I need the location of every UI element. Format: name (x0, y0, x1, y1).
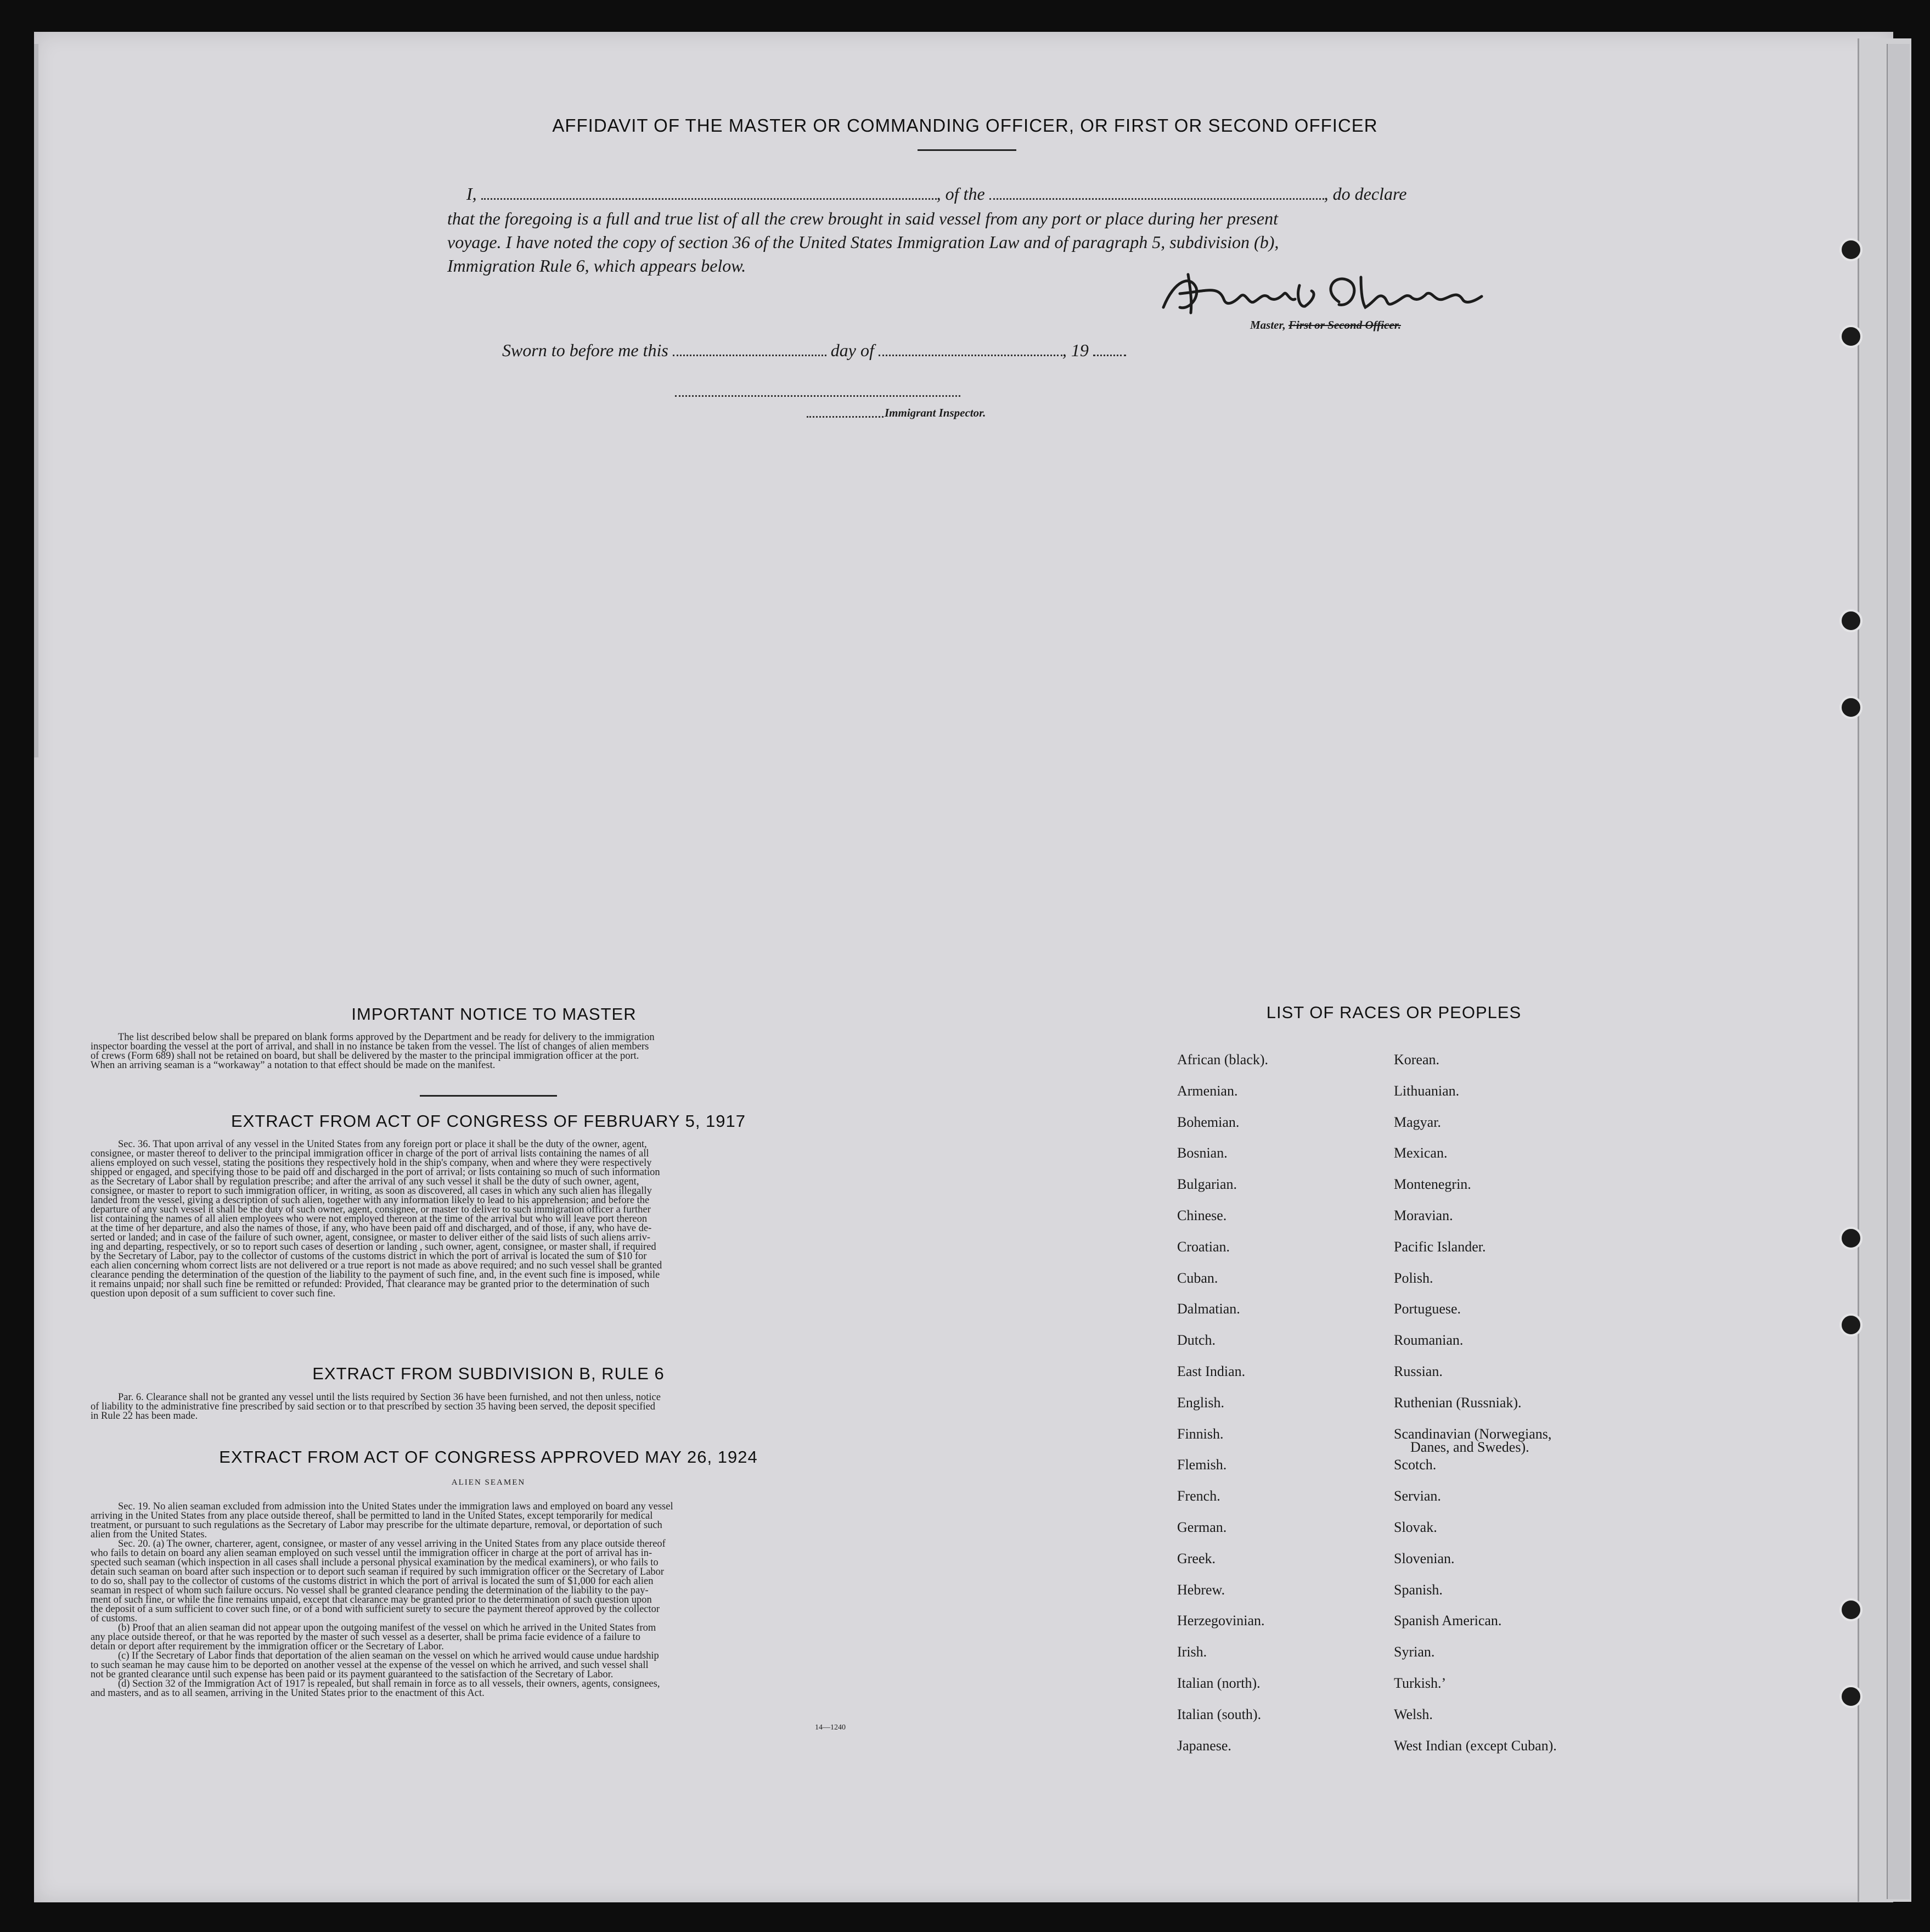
extract-1917-title: EXTRACT FROM ACT OF CONGRESS OF FEBRUARY 5, 1917 (230, 1111, 746, 1131)
law-line: Sec. 19. No alien seaman excluded from admission into the United States under the immigration laws and employed on board any vessel (118, 1501, 673, 1512)
law-line: consignee, or master to report to such immigration officer, in writing, as soon as discovered, all cases in which any such alien has illegally (91, 1186, 652, 1197)
race-item: Danes, and Swedes). (1410, 1439, 1529, 1455)
race-item: Syrian. (1394, 1644, 1435, 1660)
law-line: detain or deport after requirement by the immigration officer or the Secretary of Labor. (91, 1641, 444, 1652)
sworn-line (502, 340, 1126, 361)
notice-line: The list described below shall be prepared on blank forms approved by the Department and be ready for delivery to the immigration (118, 1032, 655, 1043)
law-line: question upon deposit of a sum sufficient to cover such fine. (91, 1288, 336, 1299)
race-item: Hebrew. (1177, 1581, 1225, 1598)
law-line: spected such seaman (which inspection in all cases shall include a personal physical examination by the medical examiners), or who fails to (91, 1557, 659, 1568)
inspector-caption: Immigrant Inspector. (885, 406, 986, 419)
inspector-signature-blank (675, 385, 960, 397)
race-item: Italian (south). (1177, 1706, 1262, 1722)
race-item: Pacific Islander. (1394, 1238, 1486, 1255)
law-line: ing and departing, respectively, or so to report such cases of desertion or landing , such owner, agent, consignee, or master shall, if required (91, 1242, 656, 1253)
law-line: who fails to detain on board any alien seaman employed on such vessel until the immigration officer in charge at the port of arrival has in- (91, 1548, 652, 1559)
month-blank (879, 345, 1062, 356)
races-title: LIST OF RACES OR PEOPLES (1266, 1003, 1522, 1022)
do-declare-label: , do declare (1324, 184, 1407, 204)
law-line: Sec. 36. That upon arrival of any vessel in the United States from any foreign port or place it shall be the duty of the owner, agent, (118, 1139, 647, 1150)
race-item: Flemish. (1177, 1457, 1227, 1473)
date-blank (673, 345, 826, 356)
alien-seamen-subtitle: ALIEN SEAMEN (451, 1478, 526, 1487)
race-item: Moravian. (1394, 1208, 1453, 1223)
race-item: Croatian. (1177, 1238, 1230, 1255)
inspector-blank (807, 406, 884, 418)
race-item: Herzegovinian. (1177, 1613, 1265, 1629)
race-item: Finnish. (1177, 1425, 1224, 1442)
law-line: as the Secretary of Labor shall by regulation prescribe; and after the arrival of any such vessel it shall be the duty of such owner, agent, (91, 1176, 639, 1187)
declaration-i-label: I, (466, 184, 477, 204)
law-line: arriving in the United States from any place outside thereof, shall be permitted to land in the United States, except temporarily for medical (91, 1510, 653, 1521)
race-item: Russian. (1394, 1363, 1443, 1379)
year-label: , 19 (1062, 340, 1089, 360)
race-item: Welsh. (1394, 1706, 1433, 1722)
race-item: Cuban. (1177, 1270, 1218, 1286)
declaration-line-2: that the foregoing is a full and true list of all the crew brought in said vessel from any port or place during her present (447, 209, 1278, 228)
notice-title: IMPORTANT NOTICE TO MASTER (351, 1004, 637, 1024)
law-line: alien from the United States. (91, 1529, 207, 1540)
law-line: each alien concerning whom correct lists are not delivered or a true report is not made as above required; and no such vessel shall be granted (91, 1260, 662, 1271)
race-item: French. (1177, 1488, 1220, 1504)
sworn-label: Sworn to before me this (502, 340, 668, 360)
race-item: Irish. (1177, 1644, 1207, 1660)
race-item: Chinese. (1177, 1208, 1227, 1223)
declaration-line-3: voyage. I have noted the copy of section 36 of the United States Immigration Law and of paragraph 5, subdivision (b), (447, 232, 1279, 252)
notice-line: When an arriving seaman is a “workaway” a notation to that effect should be made on the manifest. (91, 1060, 496, 1071)
race-item: Bohemian. (1177, 1114, 1240, 1130)
binder-hole (1839, 696, 1863, 719)
law-line: to do so, shall pay to the collector of customs of the customs district in which the port of arrival is located the sum of $1,000 for each alien (91, 1576, 654, 1587)
law-line: (d) Section 32 of the Immigration Act of 1917 is repealed, but shall remain in force as to all vessels, their owners, agents, consignees, (118, 1678, 660, 1689)
law-line: seaman in respect of whom such failure occurs. No vessel shall be granted clearance pending the determination of the liability to the pay- (91, 1585, 649, 1596)
law-line: detain such seaman on board after such inspection or to deport such seaman if required by such immigration officer or the Secretary of Labor (91, 1566, 665, 1577)
law-line: Sec. 20. (a) The owner, charterer, agent, consignee, or master of any vessel arriving in the United States from any place outside thereof (118, 1538, 666, 1549)
declaration-line-1 (466, 184, 1406, 204)
law-line: and masters, and as to all seamen, arriving in the United States prior to the enactment of this Act. (91, 1688, 485, 1699)
race-item: German. (1177, 1519, 1227, 1535)
law-line: of customs. (91, 1613, 138, 1624)
race-item: Japanese. (1177, 1737, 1231, 1754)
race-item: Turkish.’ (1394, 1675, 1447, 1691)
race-item: Spanish. (1394, 1581, 1443, 1598)
law-line: to such seaman he may cause him to be deported on another vessel at the expense of the vessel on which he arrived, and such vessel shall (91, 1660, 649, 1671)
officer-label: First or Second Officer. (1288, 318, 1401, 332)
extract-1917-body (91, 1140, 886, 1299)
title-divider (918, 149, 1016, 151)
race-item: Slovenian. (1394, 1550, 1455, 1566)
rule-line: in Rule 22 has been made. (91, 1411, 198, 1422)
rule-6-body (91, 1393, 886, 1421)
race-item: Dutch. (1177, 1332, 1216, 1349)
binder-hole (1839, 1227, 1863, 1250)
race-item: Portuguese. (1394, 1301, 1461, 1317)
race-item: African (black). (1177, 1052, 1269, 1068)
law-line: aliens employed on such vessel, stating the positions they respectively hold in the ship's company, when and where they were respectively (91, 1158, 652, 1169)
race-item: Roumanian. (1394, 1332, 1464, 1349)
master-label: Master, (1250, 318, 1286, 332)
binder-hole (1839, 238, 1863, 261)
race-item: Armenian. (1177, 1082, 1238, 1099)
notice-line: inspector boarding the vessel at the port of arrival, and shall in no instance be taken from the vessel. The list of changes of alien members (91, 1041, 649, 1052)
law-line: consignee, or master thereof to deliver to the principal immigration officer in charge of the port of arrival lists containing the names of all (91, 1148, 649, 1159)
race-item: Bulgarian. (1177, 1176, 1237, 1193)
rule-line: Par. 6. Clearance shall not be granted any vessel until the lists required by Section 36 have been furnished, and not then unless, notice (118, 1392, 661, 1403)
rule-6-title: EXTRACT FROM SUBDIVISION B, RULE 6 (312, 1364, 665, 1383)
race-item: Magyar. (1394, 1114, 1441, 1130)
form-number: 14—1240 (815, 1723, 846, 1732)
race-item: English. (1177, 1394, 1224, 1411)
declaration-line-4: Immigration Rule 6, which appears below. (447, 256, 746, 276)
race-item: Greek. (1177, 1550, 1216, 1566)
race-item: Scandinavian (Norwegians, (1394, 1425, 1552, 1442)
law-line: landed from the vessel, giving a description of such alien, together with any information likely to lead to his apprehension; and before the (91, 1195, 650, 1206)
race-item: Mexican. (1394, 1145, 1448, 1161)
affidavit-title: AFFIDAVIT OF THE MASTER OR COMMANDING OFFICER, OR FIRST OR SECOND OFFICER (552, 115, 1378, 136)
extract-1924-title: EXTRACT FROM ACT OF CONGRESS APPROVED MAY 26, 1924 (219, 1447, 758, 1467)
day-of-label: day of (830, 340, 874, 360)
extract-1924-body (91, 1502, 886, 1698)
law-line: it remains unpaid; nor shall such fine be remitted or refunded: Provided, That clearance may be granted prior to the determination of such (91, 1279, 650, 1290)
race-item: Spanish American. (1394, 1613, 1502, 1629)
law-line: at the time of her departure, and also the names of those, if any, who have been paid off and discharged, and of those, if any, who have de- (91, 1223, 652, 1234)
law-line: any place outside thereof, or that he was reported by the master of such vessel as a deserter, shall be prima facie evidence of a failure to (91, 1632, 640, 1643)
law-line: (c) If the Secretary of Labor finds that deportation of the alien seaman on the vessel on which he arrived would cause undue hardship (118, 1650, 659, 1661)
notice-body (91, 1033, 886, 1070)
law-line: treatment, or pursuant to such regulations as the Secretary of Labor may prescribe for the ultimate departure, removal, or deportation of such (91, 1520, 662, 1531)
year-blank (1093, 345, 1126, 356)
binder-hole (1839, 1685, 1863, 1708)
binder-hole (1839, 1313, 1863, 1336)
signature-caption (1250, 318, 1401, 332)
race-item: Scotch. (1394, 1457, 1437, 1473)
race-item: Ruthenian (Russniak). (1394, 1394, 1522, 1411)
law-line: the deposit of a sum sufficient to cover such fine, or of a bond with sufficient surety to secure the payment thereof approved by the collector (91, 1604, 660, 1615)
race-item: Servian. (1394, 1488, 1441, 1504)
race-item: Polish. (1394, 1270, 1433, 1286)
race-item: Lithuanian. (1394, 1082, 1460, 1099)
law-line: by the Secretary of Labor, pay to the collector of customs of the customs district in which the port of arrival is located the sum of $10 for (91, 1251, 647, 1262)
race-item: Korean. (1394, 1052, 1440, 1068)
section-divider (420, 1095, 557, 1097)
binder-hole (1839, 1598, 1863, 1621)
binder-hole (1839, 325, 1863, 348)
signature (1158, 269, 1498, 324)
race-item: Italian (north). (1177, 1675, 1261, 1691)
race-item: Slovak. (1394, 1519, 1437, 1535)
of-the-label: , of the (936, 184, 985, 204)
law-line: (b) Proof that an alien seaman did not appear upon the outgoing manifest of the vessel on which he arrived in the United States from (118, 1622, 656, 1633)
race-item: Bosnian. (1177, 1145, 1228, 1161)
page-edge-left (34, 44, 38, 757)
law-line: clearance pending the determination of the question of the liability to the payment of such fine, and, in the event such fine is imposed, while (91, 1270, 660, 1280)
rule-line: of liability to the administrative fine prescribed by said section or to that prescribed by section 35 having been served, the deposit specified (91, 1401, 656, 1412)
law-line: shipped or engaged, and specifying those to be paid off and discharged in the port of arrival; or lists containing so much of such information (91, 1167, 660, 1178)
binder-hole (1839, 609, 1863, 632)
law-line: departure of any such vessel it shall be the duty of such owner, agent, consignee, or master to deliver to such immigration officer a further (91, 1204, 651, 1215)
law-line: not be granted clearance until such expense has been paid or its payment guaranteed to the satisfaction of the Secretary of Labor. (91, 1669, 614, 1680)
vessel-blank (989, 188, 1324, 200)
name-blank (481, 188, 937, 200)
page-edge-stack-back (1887, 44, 1910, 1899)
law-line: serted or landed; and in case of the failure of such owner, agent, consignee, or master to deliver either of the said lists of such aliens arriv- (91, 1232, 651, 1243)
race-item: East Indian. (1177, 1363, 1246, 1379)
law-line: list containing the names of all alien employees who were not employed thereon at the time of the arrival but who will leave port thereon (91, 1214, 648, 1225)
law-line: ment of such fine, or while the fine remains unpaid, except that clearance may be granted prior to the determination of such question upon (91, 1594, 652, 1605)
race-item: Montenegrin. (1394, 1176, 1471, 1193)
notice-line: of crews (Form 689) shall not be retained on board, but shall be delivered by the master to the principal immigration officer at the port. (91, 1051, 639, 1062)
race-item: West Indian (except Cuban). (1394, 1737, 1557, 1754)
race-item: Dalmatian. (1177, 1301, 1240, 1317)
